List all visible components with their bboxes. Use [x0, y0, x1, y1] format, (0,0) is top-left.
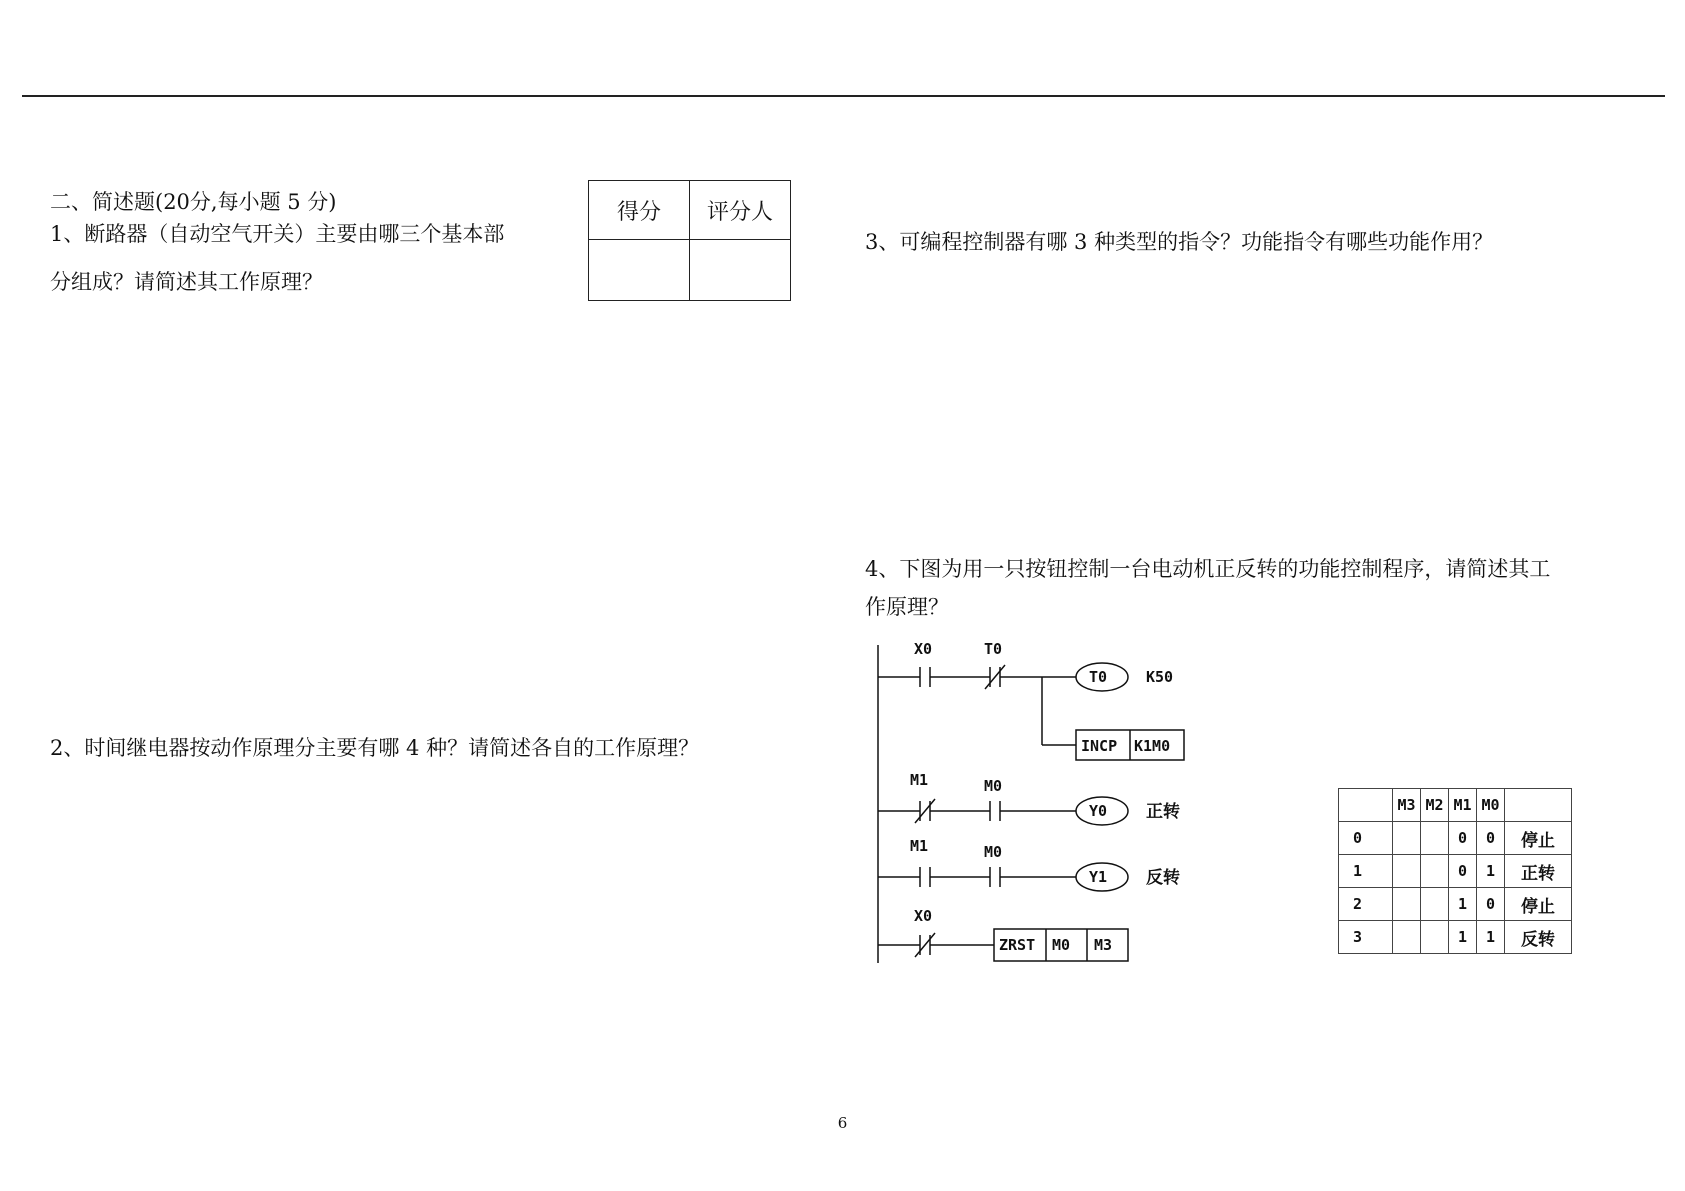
- state-table: [1338, 788, 1572, 954]
- question-1-line-1: 1、断路器（自动空气开关）主要由哪三个基本部: [50, 222, 505, 246]
- state-header-status: [1505, 789, 1572, 822]
- state-index: 2: [1339, 888, 1393, 921]
- state-m0: 1: [1477, 921, 1505, 954]
- state-table-row: [1339, 855, 1572, 888]
- score-header: 得分: [589, 181, 690, 240]
- state-header-m2: M2: [1421, 789, 1449, 822]
- state-m2: [1421, 855, 1449, 888]
- state-table-header: [1339, 789, 1572, 822]
- rung2-contact1-label: M1: [910, 771, 929, 789]
- state-m3: [1393, 822, 1421, 855]
- question-3: 3、可编程控制器有哪 3 种类型的指令？功能指令有哪些功能作用？: [865, 230, 1494, 254]
- header-rule: [22, 95, 1665, 97]
- rung2-coil-text: 正转: [1146, 802, 1180, 822]
- question-1-line-2: 分组成？请简述其工作原理？: [50, 270, 323, 294]
- state-index: 1: [1339, 855, 1393, 888]
- question-2: 2、时间继电器按动作原理分主要有哪 4 种？请简述各自的工作原理？: [50, 736, 700, 760]
- zrst-box-arg1: M0: [1052, 936, 1071, 954]
- grader-cell[interactable]: [690, 240, 791, 301]
- state-status: 反转: [1505, 921, 1572, 954]
- state-m3: [1393, 888, 1421, 921]
- rung3-contact1-label: M1: [910, 837, 929, 855]
- rung1-contact1-label: X0: [914, 640, 933, 658]
- zrst-box-arg2: M3: [1094, 936, 1113, 954]
- state-status: 停止: [1505, 888, 1572, 921]
- state-table-row: [1339, 888, 1572, 921]
- state-header-m1: M1: [1449, 789, 1477, 822]
- incp-box-op: INCP: [1081, 737, 1118, 755]
- ladder-diagram: [862, 633, 1202, 973]
- state-table-row: [1339, 822, 1572, 855]
- zrst-box-op: ZRST: [999, 936, 1036, 954]
- rung3-coil-label: Y1: [1089, 868, 1108, 886]
- rung1-coil-label: T0: [1089, 668, 1108, 686]
- grader-header: 评分人: [690, 181, 791, 240]
- state-m0: 0: [1477, 888, 1505, 921]
- rung1-coil-param: K50: [1146, 668, 1174, 686]
- state-m1: 1: [1449, 921, 1477, 954]
- score-table: [588, 180, 791, 301]
- question-4-line-2: 作原理？: [865, 595, 949, 619]
- state-m0: 1: [1477, 855, 1505, 888]
- rung4-contact1-label: X0: [914, 907, 933, 925]
- question-4-line-1: 4、下图为用一只按钮控制一台电动机正反转的功能控制程序，请简述其工: [865, 557, 1551, 581]
- rung2-coil-label: Y0: [1089, 802, 1108, 820]
- state-m3: [1393, 855, 1421, 888]
- state-m1: 0: [1449, 855, 1477, 888]
- state-m2: [1421, 921, 1449, 954]
- state-header-m0: M0: [1477, 789, 1505, 822]
- state-index: 0: [1339, 822, 1393, 855]
- state-header-m3: M3: [1393, 789, 1421, 822]
- rung3-contact2-label: M0: [984, 843, 1003, 861]
- state-index: 3: [1339, 921, 1393, 954]
- state-status: 正转: [1505, 855, 1572, 888]
- rung2-contact2-label: M0: [984, 777, 1003, 795]
- incp-box-arg: K1M0: [1134, 737, 1171, 755]
- page-number: 6: [837, 1114, 848, 1132]
- state-header-blank: [1339, 789, 1393, 822]
- score-cell[interactable]: [589, 240, 690, 301]
- state-status: 停止: [1505, 822, 1572, 855]
- state-table-row: [1339, 921, 1572, 954]
- state-m1: 0: [1449, 822, 1477, 855]
- section-heading: 二、简述题(20分,每小题 5 分): [50, 190, 337, 214]
- state-m2: [1421, 888, 1449, 921]
- rung3-coil-text: 反转: [1146, 868, 1180, 888]
- state-m1: 1: [1449, 888, 1477, 921]
- state-m0: 0: [1477, 822, 1505, 855]
- state-m2: [1421, 822, 1449, 855]
- state-m3: [1393, 921, 1421, 954]
- rung1-contact2-label: T0: [984, 640, 1003, 658]
